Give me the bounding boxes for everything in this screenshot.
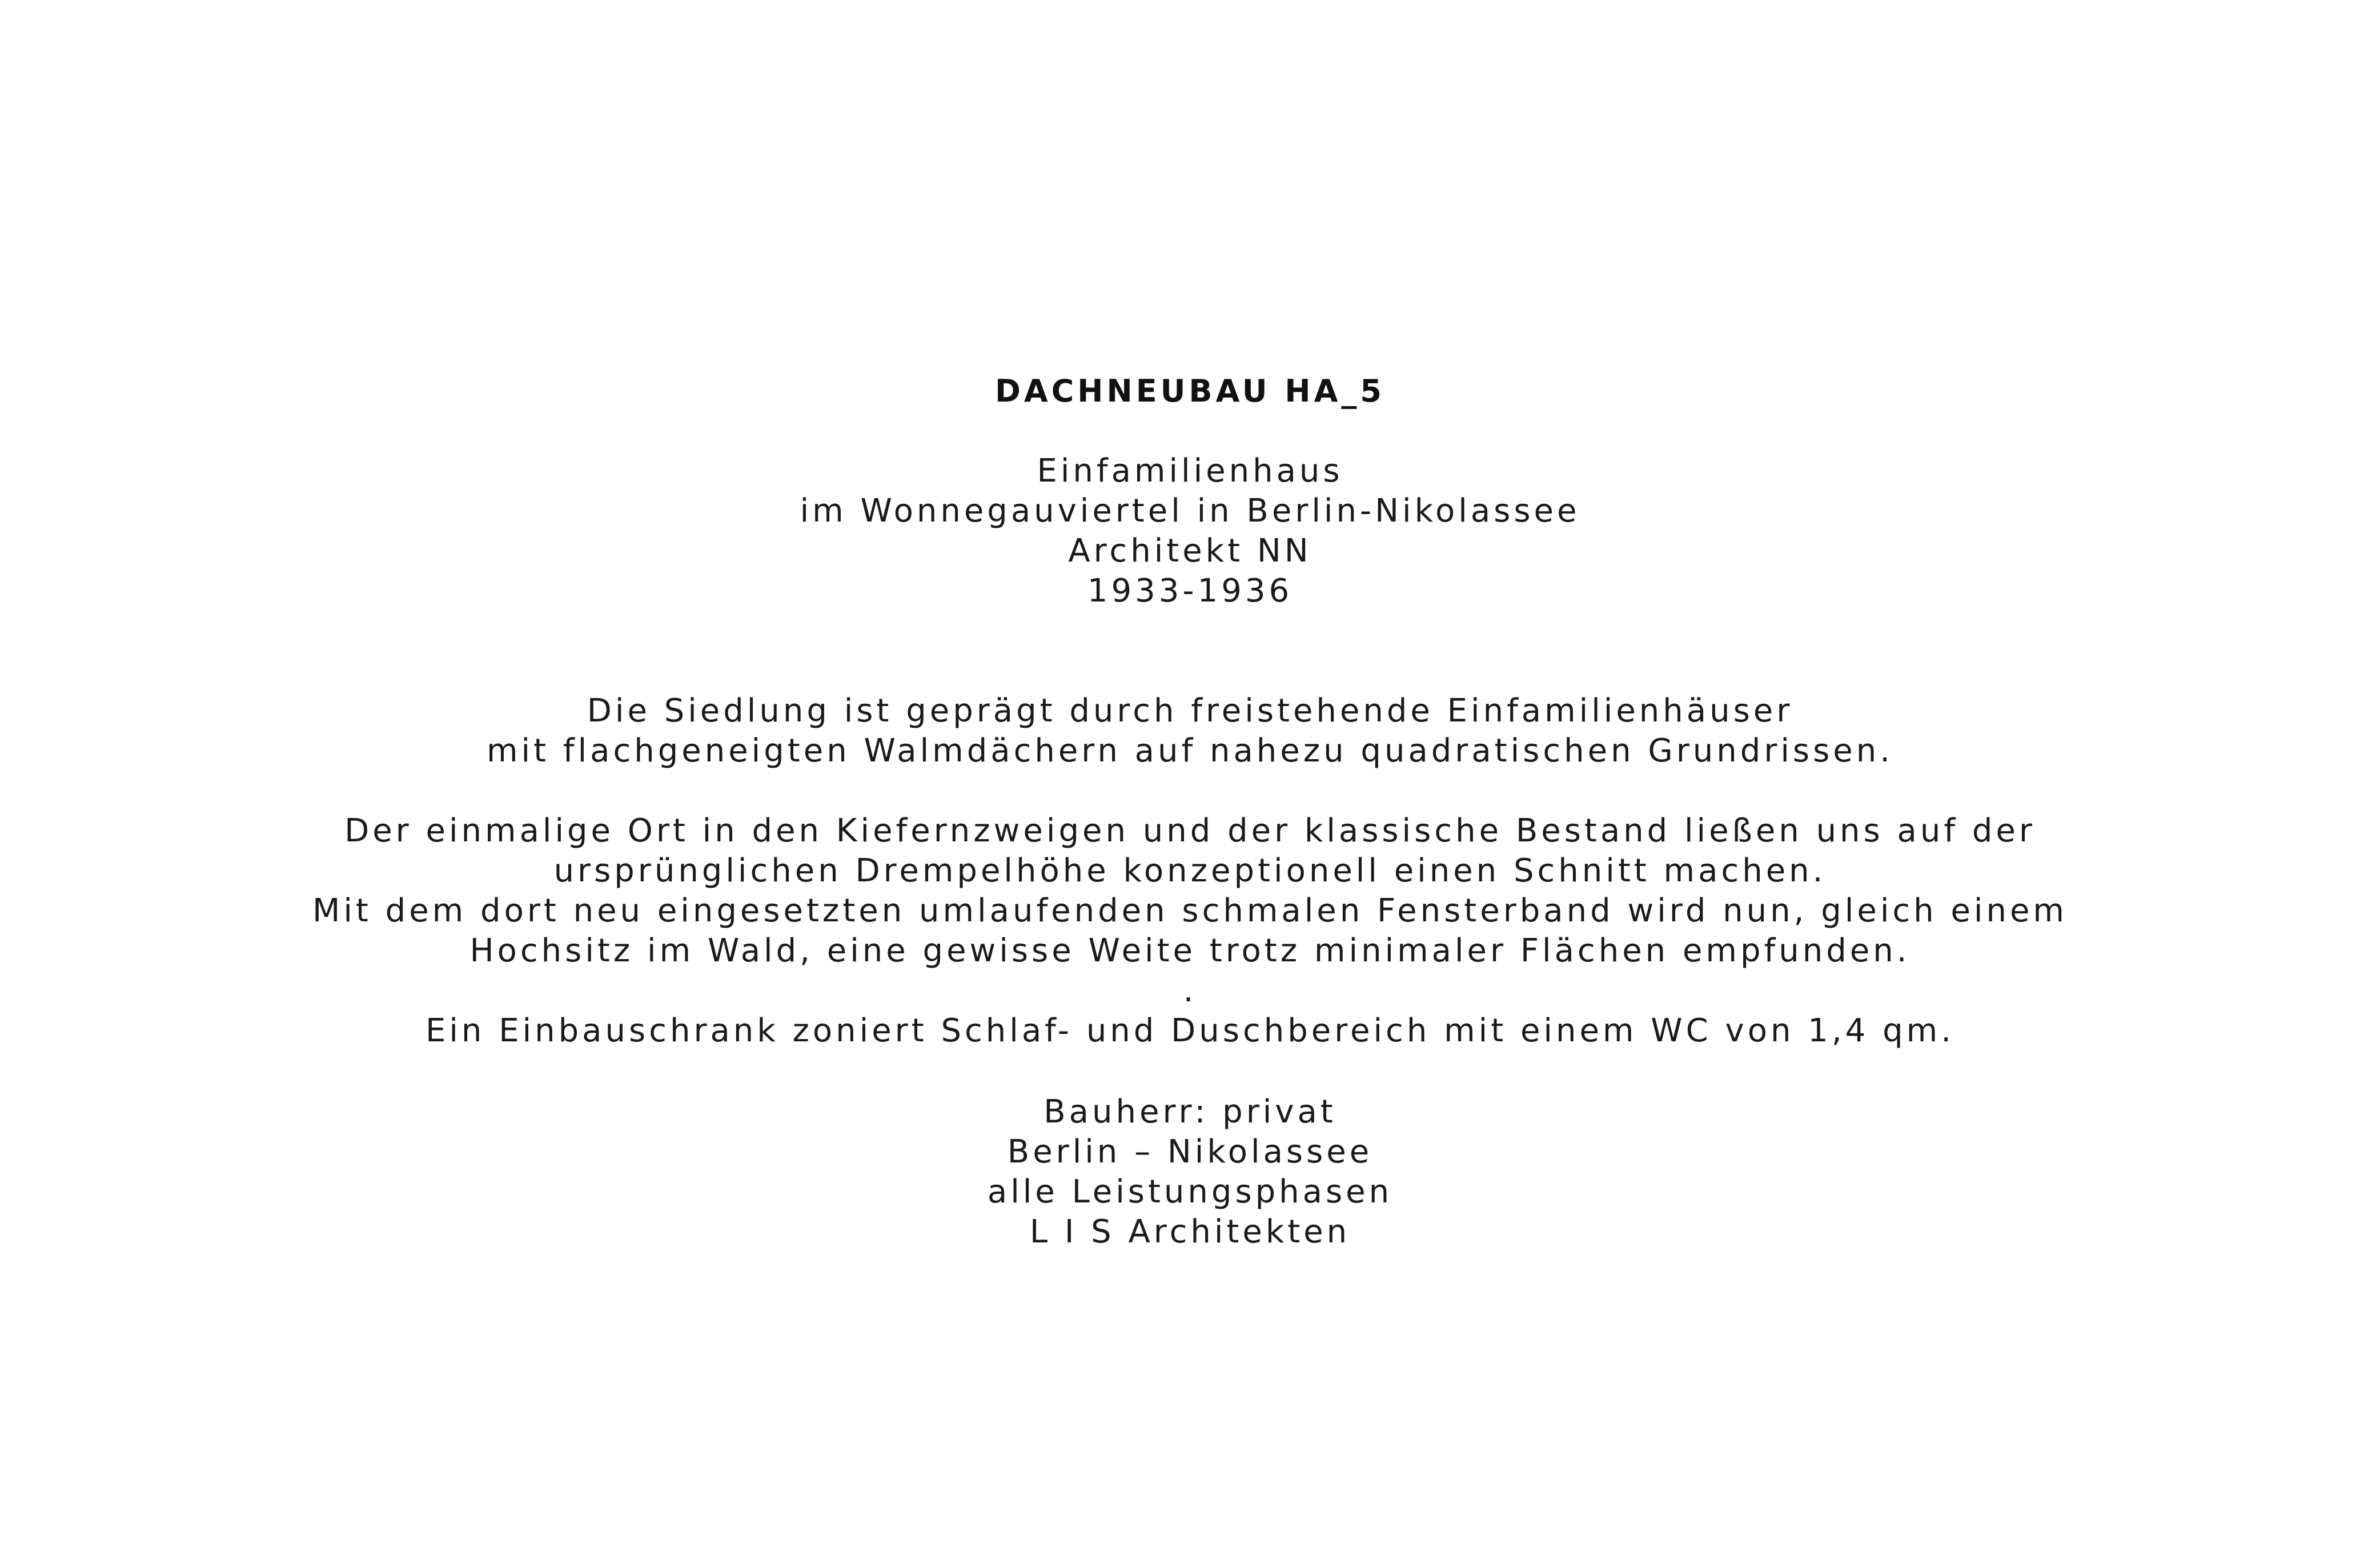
description-line: Der einmalige Ort in den Kiefernzweigen und der klassische Bestand ließen uns auf der	[344, 812, 2036, 849]
project-architect: Architekt NN	[1068, 532, 1312, 570]
description-separator: .	[1183, 972, 1197, 1009]
paragraph-gap	[0, 771, 2380, 811]
project-info	[0, 451, 2380, 611]
description-line: mit flachgeneigten Walmdächern auf nahezu quadratischen Grundrissen.	[487, 732, 1893, 769]
description-line: Hochsitz im Wald, eine gewisse Weite trotz minimaler Flächen empfunden.	[469, 932, 1911, 969]
project-location: im Wonnegauviertel in Berlin-Nikolassee	[800, 492, 1580, 530]
project-type: Einfamilienhaus	[1037, 452, 1343, 490]
description-line: Mit dem dort neu eingesetzten umlaufenden schmalen Fensterband wird nun, gleich einem	[312, 892, 2068, 929]
project-years: 1933-1936	[1087, 572, 1293, 609]
project-description	[0, 691, 2380, 1051]
credit-office: L I S Architekten	[1029, 1213, 1351, 1250]
description-line: Ein Einbauschrank zoniert Schlaf- und Duschbereich mit einem WC von 1,4 qm.	[425, 1012, 1955, 1049]
credit-client: Bauherr: privat	[1043, 1093, 1337, 1130]
credit-place: Berlin – Nikolassee	[1007, 1133, 1373, 1170]
project-credits	[0, 1092, 2380, 1252]
credit-phases: alle Leistungsphasen	[987, 1173, 1393, 1210]
page-title: DACHNEUBAU HA_5	[995, 373, 1385, 409]
description-line: ursprünglichen Drempelhöhe konzeptionell einen Schnitt machen.	[553, 852, 1827, 889]
description-line: Die Siedlung ist geprägt durch freistehende Einfamilienhäuser	[587, 692, 1793, 729]
